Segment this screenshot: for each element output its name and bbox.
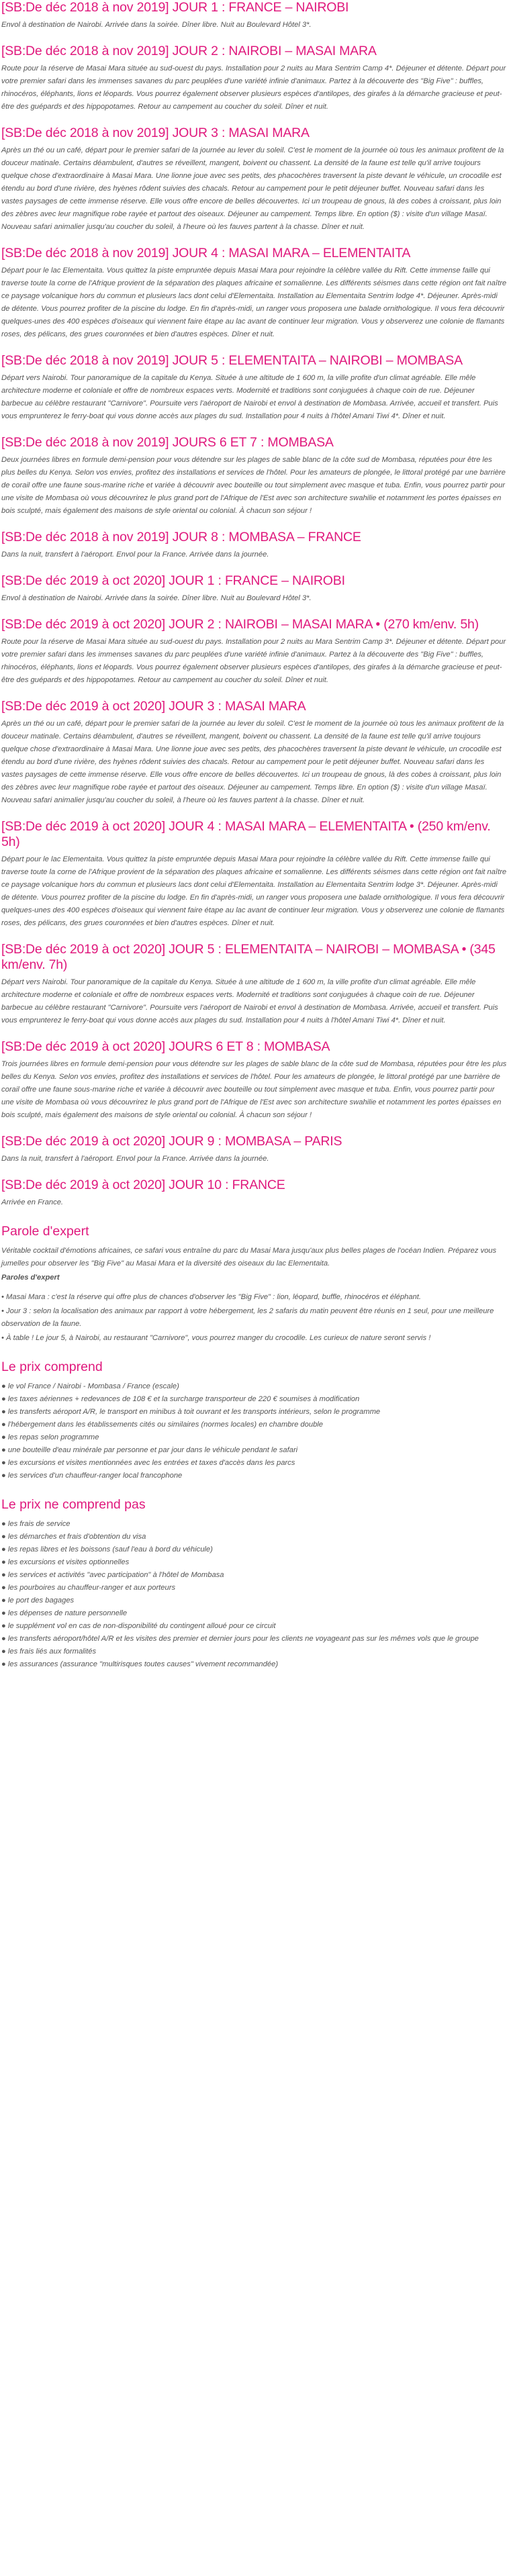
bullet-icon: ● (1, 1558, 6, 1566)
included-item (1, 1470, 508, 1482)
expert-title: Parole d'expert (1, 1224, 89, 1239)
expert-bullet: • Masai Mara : c'est la réserve qui offre plus de chances d'observer les "Big Five" : lion, léopard, buffle, rhinocéros et éléphant. (1, 1293, 421, 1301)
bullet-icon: ● (1, 1520, 6, 1528)
included-item (1, 1419, 508, 1431)
bullet-icon: ● (1, 1545, 6, 1554)
included-item (1, 1380, 508, 1393)
excluded-item (1, 1607, 508, 1620)
expert-bullet: • À table ! Le jour 5, à Nairobi, au restaurant "Carnivore", vous pourrez manger du crocodile. Les curieux de nature seront servis ! (1, 1334, 431, 1342)
excluded-item-text: les frais de service (7, 1520, 71, 1528)
included-item-text: les taxes aériennes + redevances de 108 € et la surcharge transporteur de 220 € soumises à modification (7, 1395, 360, 1403)
itinerary-day (1, 942, 508, 1027)
itinerary-day (1, 699, 508, 807)
itinerary-day (1, 126, 508, 234)
bullet-icon: ● (1, 1382, 6, 1390)
excluded-item-text: les frais liés aux formalités (7, 1648, 97, 1656)
included-item (1, 1393, 508, 1406)
day-title: [SB:De déc 2018 à nov 2019] JOUR 1 : FRANCE – NAIROBI (1, 0, 349, 15)
bullet-icon: ● (1, 1395, 6, 1403)
excluded-item-text: le port des bagages (7, 1596, 75, 1605)
bullet-icon: ● (1, 1648, 6, 1656)
bullet-icon: ● (1, 1459, 6, 1467)
bullet-icon: ● (1, 1421, 6, 1429)
included-item-text: les excursions et visites mentionnées avec les entrées et taxes d'accès dans les parcs (7, 1459, 295, 1467)
day-title: [SB:De déc 2019 à oct 2020] JOUR 10 : FRANCE (1, 1178, 285, 1192)
day-title: [SB:De déc 2019 à oct 2020] JOUR 4 : MASAI MARA – ELEMENTAITA • (250 km/env. 5h) (1, 819, 491, 849)
included-item-text: les repas selon programme (7, 1433, 99, 1441)
day-description: Dans la nuit, transfert à l'aéroport. Envol pour la France. Arrivée dans la journée. (1, 1155, 269, 1163)
day-description: Envol à destination de Nairobi. Arrivée dans la soirée. Dîner libre. Nuit au Boulevard Hôtel 3*. (1, 594, 312, 602)
day-title: [SB:De déc 2019 à oct 2020] JOUR 1 : FRANCE – NAIROBI (1, 573, 345, 588)
excluded-item-text: les transferts aéroport/hôtel A/R et les visites des premier et dernier jours pour les clients ne voyageant pas sur les mêmes vols que le groupe (7, 1635, 479, 1643)
itinerary-day (1, 435, 508, 518)
excluded-item-text: les repas libres et les boissons (sauf l'eau à bord du véhicule) (7, 1545, 213, 1554)
excluded-item (1, 1556, 508, 1569)
itinerary-days (1, 0, 508, 1209)
day-description: Après un thé ou un café, départ pour le premier safari de la journée au lever du soleil. C'est le moment de la journée où tous les animaux profitent de la douceur matinale. Certains déambulent, d'autres se réveillent, mangent, boivent ou chassent. La densité de la faune est telle qu'il arrive toujours quelque chose d'extraordinaire à Masai Mara. Une lionne joue avec ses petits, des phacochères traversent la piste devant le véhicule, un crocodile est étendu au bord d'une rivière, des hyènes rôdent suivies des chacals. Retour au campement pour le petit déjeuner buffet. Nouveau safari dans les vastes paysages de cette immense réserve. Elle vous offre encore de belles découvertes. Ici un troupeau de gnous, là des cobes à croissant, plus loin des zèbres avec leur magnifique robe rayée et partout des oiseaux. Déjeuner au campement. Temps libre. En option ($) : visite d'un village Masaï. Nouveau safari animalier jusqu'au coucher du soleil, à l'heure où les fauves partent à la chasse. Dîner et nuit. (1, 146, 504, 231)
excluded-item-text: le supplément vol en cas de non-disponibilité du contingent alloué pour ce circuit (7, 1622, 276, 1630)
day-title: [SB:De déc 2018 à nov 2019] JOUR 2 : NAIROBI – MASAI MARA (1, 44, 377, 58)
itinerary-day (1, 246, 508, 341)
day-description: Départ vers Nairobi. Tour panoramique de la capitale du Kenya. Située à une altitude de 1 600 m, la ville profite d'un climat agréable. Elle mêle architecture moderne et coloniale et offre de nombreux espaces verts. Modernité et traditions sont conjuguées à chaque coin de rue. Déjeuner barbecue au célèbre restaurant "Carnivore". Poursuite vers l'aéroport de Nairobi et envol à destination de Mombasa. Arrivée, accueil et transfert. Puis vous emprunterez le ferry-boat qui vous donne accès aux plages du sud. Installation pour 4 nuits à l'hôtel Amani Tiwi 4*. Dîner et nuit. (1, 978, 498, 1024)
bullet-icon: ● (1, 1533, 6, 1541)
bullet-icon: ● (1, 1446, 6, 1454)
day-title: [SB:De déc 2019 à oct 2020] JOUR 9 : MOMBASA – PARIS (1, 1134, 342, 1149)
itinerary-day (1, 1134, 508, 1165)
day-description: Dans la nuit, transfert à l'aéroport. Envol pour la France. Arrivée dans la journée. (1, 551, 269, 559)
itinerary-day (1, 44, 508, 113)
day-description: Départ vers Nairobi. Tour panoramique de la capitale du Kenya. Située à une altitude de 1 600 m, la ville profite d'un climat agréable. Elle mêle architecture moderne et coloniale et offre de nombreux espaces verts. Modernité et traditions sont conjuguées à chaque coin de rue. Déjeuner barbecue au célèbre restaurant "Carnivore". Poursuite vers l'aéroport de Nairobi et envol à destination de Mombasa. Arrivée, accueil et transfert. Puis vous emprunterez le ferry-boat qui vous donne accès aux plages du sud. Installation pour 4 nuits à l'hôtel Amani Tiwi 4*. Dîner et nuit. (1, 374, 498, 420)
itinerary-day (1, 353, 508, 423)
excluded-item-text: les dépenses de nature personnelle (7, 1609, 128, 1617)
day-title: [SB:De déc 2019 à oct 2020] JOUR 5 : ELEMENTAITA – NAIROBI – MOMBASA • (345 km/env. 7h) (1, 942, 496, 972)
bullet-icon: ● (1, 1660, 6, 1668)
excluded-item-text: les démarches et frais d'obtention du visa (7, 1533, 146, 1541)
bullet-icon: ● (1, 1408, 6, 1416)
excluded-item (1, 1633, 508, 1645)
included-item-text: l'hébergement dans les établissements cités ou similaires (normes locales) en chambre double (7, 1421, 324, 1429)
excluded-item (1, 1645, 508, 1658)
excluded-item-text: les excursions et visites optionnelles (7, 1558, 130, 1566)
itinerary-day (1, 819, 508, 930)
included-list (1, 1380, 508, 1482)
excluded-item (1, 1543, 508, 1556)
day-title: [SB:De déc 2018 à nov 2019] JOUR 3 : MASAI MARA (1, 126, 310, 140)
expert-section (1, 1224, 508, 1345)
excluded-item (1, 1582, 508, 1594)
day-title: [SB:De déc 2019 à oct 2020] JOURS 6 ET 8 : MOMBASA (1, 1039, 330, 1054)
included-item (1, 1444, 508, 1457)
bullet-icon: ● (1, 1472, 6, 1480)
day-description: Départ pour le lac Elementaita. Vous quittez la piste empruntée depuis Masai Mara pour rejoindre la célèbre vallée du Rift. Cette immense faille qui traverse toute la corne de l'Afrique provient de la séparation des plaques africaine et somalienne. Les différents séismes dans cette région ont fait naître ce paysage volcanique hors du commun et plusieurs lacs dont celui d'Elementaita. Installation au Elementaita Sentrim lodge 3*. Déjeuner. Après-midi de détente. Vous pourrez profiter de la piscine du lodge. En fin d'après-midi, un ranger vous proposera une balade ornithologique. Il vous fera découvrir quelques-unes des 400 espèces d'oiseaux qui viennent faire étape au lac avant de continuer leur migration. Vous y observerez une colonie de flamants roses, des pélicans, des grues couronnées et bien d'autres espèces. Dîner et nuit. (1, 855, 507, 927)
day-title: [SB:De déc 2019 à oct 2020] JOUR 3 : MASAI MARA (1, 699, 306, 714)
excluded-item (1, 1620, 508, 1633)
day-description: Route pour la réserve de Masai Mara située au sud-ouest du pays. Installation pour 2 nuits au Mara Sentrim Camp 3*. Déjeuner et détente. Départ pour votre premier safari dans les immenses savanes du parc peuplées d'une variété infinie d'animaux. Partez à la découverte des "Big Five" : buffles, rhinocéros, éléphants, lions et léopards. Vous pourrez également observer plusieurs espèces d'antilopes, des girafes à la démarche gracieuse et peut-être des guépards et des hippopotames. Retour au campement au coucher du soleil. Dîner et nuit. (1, 638, 506, 684)
itinerary-day (1, 530, 508, 561)
day-description: Départ pour le lac Elementaita. Vous quittez la piste empruntée depuis Masai Mara pour rejoindre la célèbre vallée du Rift. Cette immense faille qui traverse toute la corne de l'Afrique provient de la séparation des plaques africaine et somalienne. Les différents séismes dans cette région ont fait naître ce paysage volcanique hors du commun et plusieurs lacs dont celui d'Elementaita. Installation au Elementaita Sentrim lodge 4*. Déjeuner. Après-midi de détente. Vous pourrez profiter de la piscine du lodge. En fin d'après-midi, un ranger vous proposera une balade ornithologique. Il vous fera découvrir quelques-unes des 400 espèces d'oiseaux qui viennent faire étape au lac avant de continuer leur migration. Vous y observerez une colonie de flamants roses, des pélicans, des grues couronnées et bien d'autres espèces. Dîner et nuit. (1, 267, 507, 338)
itinerary-day (1, 1178, 508, 1209)
bullet-icon: ● (1, 1571, 6, 1579)
excluded-title: Le prix ne comprend pas (1, 1497, 146, 1512)
included-item-text: une bouteille d'eau minérale par personne et par jour dans le véhicule pendant le safari (7, 1446, 298, 1454)
day-description: Après un thé ou un café, départ pour le premier safari de la journée au lever du soleil. C'est le moment de la journée où tous les animaux profitent de la douceur matinale. Certains déambulent, d'autres se réveillent, mangent, boivent ou chassent. La densité de la faune est telle qu'il arrive toujours quelque chose d'extraordinaire à Masai Mara. Une lionne joue avec ses petits, des phacochères traversent la piste devant le véhicule, un crocodile est étendu au bord d'une rivière, des hyènes rôdent suivies des chacals. Retour au campement pour le petit déjeuner buffet. Nouveau safari dans les vastes paysages de cette immense réserve. Elle vous offre encore de belles découvertes. Ici un troupeau de gnous, là des cobes à croissant, plus loin des zèbres avec leur magnifique robe rayée et partout des oiseaux. Déjeuner au campement. Temps libre. En option ($) : visite d'un village Masaï. Nouveau safari animalier jusqu'au coucher du soleil, à l'heure où les fauves partent à la chasse. Dîner et nuit. (1, 720, 504, 804)
excluded-item (1, 1594, 508, 1607)
included-title: Le prix comprend (1, 1359, 103, 1374)
included-item-text: les transferts aéroport A/R, le transport en minibus à toit ouvrant et les transports intérieurs, selon le programme (7, 1408, 381, 1416)
bullet-icon: ● (1, 1584, 6, 1592)
expert-subtitle: Paroles d'expert (1, 1274, 60, 1282)
day-title: [SB:De déc 2018 à nov 2019] JOUR 4 : MASAI MARA – ELEMENTAITA (1, 246, 411, 260)
day-title: [SB:De déc 2018 à nov 2019] JOURS 6 ET 7 : MOMBASA (1, 435, 334, 450)
day-title: [SB:De déc 2018 à nov 2019] JOUR 8 : MOMBASA – FRANCE (1, 530, 361, 544)
included-item (1, 1406, 508, 1419)
day-description: Envol à destination de Nairobi. Arrivée dans la soirée. Dîner libre. Nuit au Boulevard Hôtel 3*. (1, 21, 312, 29)
excluded-item-text: les assurances (assurance "multirisques toutes causes" vivement recommandée) (7, 1660, 279, 1668)
included-item (1, 1431, 508, 1444)
day-description: Route pour la réserve de Masai Mara située au sud-ouest du pays. Installation pour 2 nuits au Mara Sentrim Camp 4*. Déjeuner et détente. Départ pour votre premier safari dans les immenses savanes du parc peuplées d'une variété infinie d'animaux. Partez à la découverte des "Big Five" : buffles, rhinocéros, éléphants, lions et léopards. Vous pourrez également observer plusieurs espèces d'antilopes, des girafes à la démarche gracieuse et peut-être des guépards et des hippopotames. Retour au campement au coucher du soleil. Dîner et nuit. (1, 64, 506, 111)
excluded-item (1, 1569, 508, 1582)
day-description: Deux journées libres en formule demi-pension pour vous détendre sur les plages de sable blanc de la côte sud de Mombasa, réputées pour être les plus belles du Kenya. Selon vos envies, profitez des installations et services de l'hôtel. Pour les amateurs de plongée, le littoral protégé par une barrière de corail offre une faune sous-marine riche et variée à découvrir avec bouteille ou tout simplement avec masque et tuba. Enfin, vous pourrez partir pour une visite de Mombasa où vous découvrirez le plus grand port de l'Afrique de l'Est avec son architecture swahilie et notamment les portes épaisses en bois sculpté, mais également des maisons de style oriental ou colonial. À chacun son séjour ! (1, 456, 506, 515)
included-item-text: le vol France / Nairobi - Mombasa / France (escale) (7, 1382, 179, 1390)
day-title: [SB:De déc 2019 à oct 2020] JOUR 2 : NAIROBI – MASAI MARA • (270 km/env. 5h) (1, 617, 479, 632)
bullet-icon: ● (1, 1622, 6, 1630)
excluded-section (1, 1497, 508, 1671)
itinerary-day (1, 0, 508, 32)
day-title: [SB:De déc 2018 à nov 2019] JOUR 5 : ELEMENTAITA – NAIROBI – MOMBASA (1, 353, 463, 368)
included-section (1, 1359, 508, 1482)
bullet-icon: ● (1, 1609, 6, 1617)
excluded-item (1, 1518, 508, 1531)
itinerary-day (1, 617, 508, 687)
excluded-item (1, 1531, 508, 1543)
bullet-icon: ● (1, 1433, 6, 1441)
expert-bullet: • Jour 3 : selon la localisation des animaux par rapport à votre hébergement, les 2 safaris du matin peuvent être réunis en 1 seul, pour une meilleure observation de la faune. (1, 1307, 494, 1328)
excluded-item-text: les services et activités "avec participation" à l'hôtel de Mombasa (7, 1571, 224, 1579)
included-item-text: les services d'un chauffeur-ranger local francophone (7, 1472, 183, 1480)
excluded-list (1, 1518, 508, 1671)
bullet-icon: ● (1, 1635, 6, 1643)
excluded-item-text: les pourboires au chauffeur-ranger et aux porteurs (7, 1584, 176, 1592)
excluded-item (1, 1658, 508, 1671)
day-description: Trois journées libres en formule demi-pension pour vous détendre sur les plages de sable blanc de la côte sud de Mombasa, réputées pour être les plus belles du Kenya. Selon vos envies, profitez des installations et services de l'hôtel. Pour les amateurs de plongée, le littoral protégé par une barrière de corail offre une faune sous-marine riche et variée à découvrir avec bouteille ou tout simplement avec masque et tuba. Enfin, vous pourrez partir pour une visite de Mombasa où vous découvrirez le plus grand port de l'Afrique de l'Est avec son architecture swahilie et notamment les portes épaisses en bois sculpté, mais également des maisons de style oriental ou colonial. À chacun son séjour ! (1, 1060, 507, 1119)
expert-lead: Véritable cocktail d'émotions africaines, ce safari vous entraîne du parc du Masai Mara jusqu'aux plus belles plages de l'océan Indien. Préparez vous jumelles pour observer les "Big Five" au Masai Mara et la diversité des oiseaux du lac Elementaita. (1, 1247, 497, 1268)
included-item (1, 1457, 508, 1470)
bullet-icon: ● (1, 1596, 6, 1605)
day-description: Arrivée en France. (1, 1198, 64, 1206)
itinerary-day (1, 1039, 508, 1122)
itinerary-day (1, 573, 508, 605)
